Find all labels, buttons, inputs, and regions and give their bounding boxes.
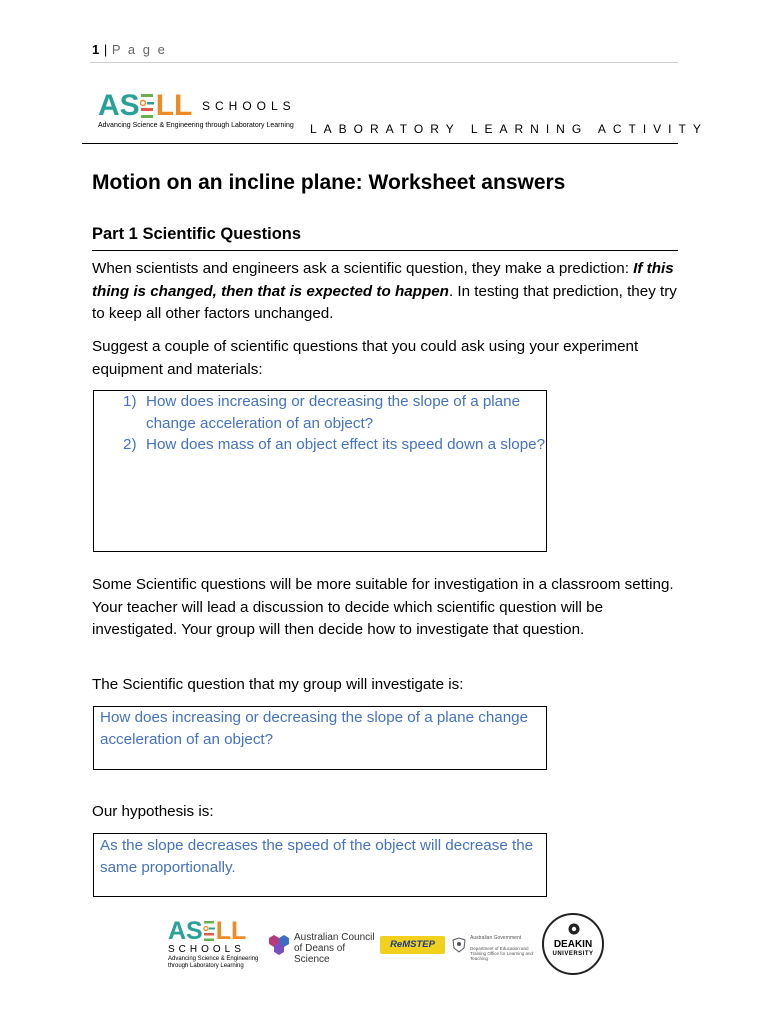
suggest-prompt: Suggest a couple of scientific questions that you could ask using your experiment equipment and materials: [92,338,639,378]
deakin-name: DEAKIN [553,939,593,950]
hypothesis-prompt: Our hypothesis is: [92,803,214,820]
section-divider [92,250,678,251]
footer-asell-e-icon [203,920,216,942]
footer-remstep-logo: ReMSTEP [380,936,445,954]
page-number [92,42,167,57]
intro-paragraph [92,258,682,326]
page-number-value: 1 [92,42,100,57]
footer-govt-logo [450,934,542,960]
section-heading-part1: Part 1 Scientific Questions [92,225,302,243]
list-item-text: How does mass of an object effect its speed down a slope? [146,436,546,453]
group-question-box[interactable] [93,706,547,770]
page-separator: | [103,42,108,57]
deakin-crest-icon [568,922,580,936]
asell-logo-word [98,90,192,122]
footer-asell-logo [168,918,260,978]
asell-logo-ll: LL [155,89,193,122]
footer-asell-as: AS [168,917,203,945]
suggested-questions-box[interactable] [93,390,547,552]
intro-text-1: When scientists and engineers ask a scientific question, they make a prediction: [92,260,634,277]
deakin-university: UNIVERSITY [552,951,594,957]
acds-line1: Australian Council [294,932,375,943]
page-title: Motion on an incline plane: Worksheet answers [92,171,566,194]
hypothesis-box[interactable] [93,833,547,897]
asell-logo-tagline: Advancing Science & Engineering through Laboratory Learning [98,122,294,129]
header-divider [82,143,678,144]
acds-line2: of Deans of Science [294,943,346,965]
intro-text-2: . In testing that prediction, they try to keep all other factors unchanged. [92,282,677,322]
list-item-number: 2) [123,436,137,453]
activity-label: LABORATORY LEARNING ACTIVITY [310,122,708,136]
footer-asell-ll: LL [215,917,247,945]
footer-deakin-logo [542,913,604,975]
top-divider [90,62,678,63]
footer-asell-schools: SCHOOLS [168,944,245,955]
footer-acds-logo [268,932,380,965]
govt-line2: Department of Education and Training Office for Learning and Teaching [470,946,534,961]
asell-logo [98,90,308,132]
footer-asell-word [168,918,260,944]
coat-of-arms-icon [450,936,468,954]
acds-text [294,932,380,965]
asell-logo-as: AS [98,89,140,122]
classroom-paragraph: Some Scientific questions will be more suitable for investigation in a classroom setting. Your teacher will lead a discussion to decide which scientific question will be investigated. Your group will then decide how to investigate that question. [92,576,674,638]
list-item [94,391,546,434]
footer-logos [168,910,608,980]
asell-logo-e-icon [140,93,156,119]
suggested-questions-list [94,391,546,456]
acds-hexagon-icon [268,934,292,956]
footer-asell-tagline: Advancing Science & Engineering through Laboratory Learning [168,956,259,969]
page-label: P a g e [111,42,167,57]
hypothesis-answer: As the slope decreases the speed of the object will decrease the same proportionally. [100,837,534,876]
list-item-number: 1) [123,393,137,410]
group-question-prompt: The Scientific question that my group will investigate is: [92,676,464,693]
govt-line1: Australian Government [470,935,522,941]
list-item [94,434,546,456]
asell-logo-schools: SCHOOLS [202,99,296,113]
list-item-text: How does increasing or decreasing the slope of a plane change acceleration of an object? [146,393,521,432]
intro-emphasis: If this thing is changed, then that is expected to happen [92,260,674,300]
group-question-answer: How does increasing or decreasing the slope of a plane change acceleration of an object? [100,709,529,748]
